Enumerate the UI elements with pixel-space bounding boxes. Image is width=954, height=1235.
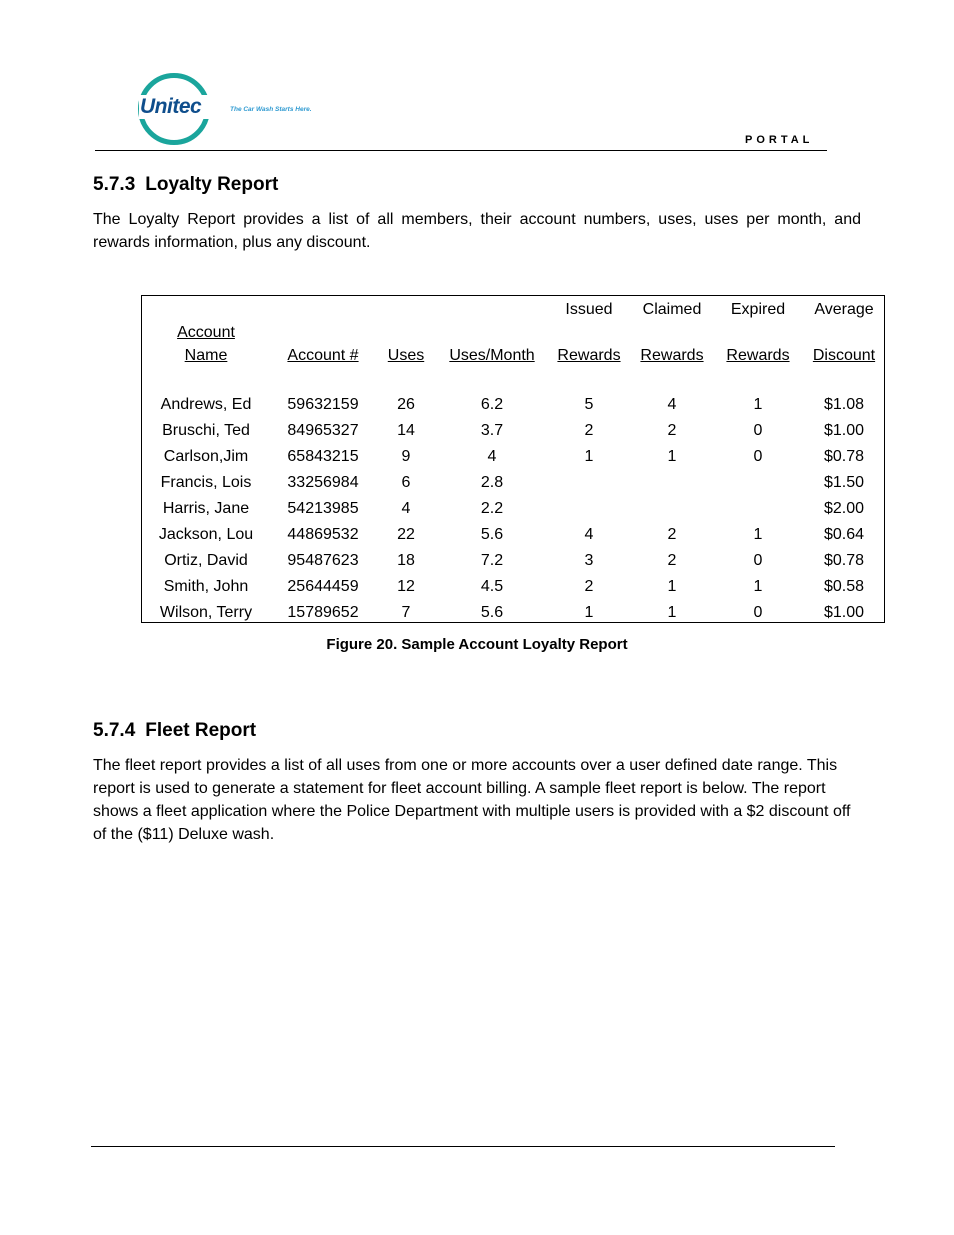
table-cell: 95487623 (287, 552, 359, 569)
table-cell: Harris, Jane (162, 500, 250, 517)
header-portal-label: PORTAL (745, 134, 814, 146)
table-cell: 59632159 (287, 396, 359, 413)
table-cell: 1 (667, 448, 677, 465)
table-header-account-name: Name (184, 347, 228, 364)
table-cell: 1 (753, 396, 763, 413)
table-cell: 4 (584, 526, 594, 543)
table-cell: 26 (397, 396, 415, 413)
section-heading-loyalty (93, 174, 278, 196)
table-cell: $1.00 (823, 604, 865, 621)
table-cell: 0 (753, 422, 763, 439)
table-header: Discount (812, 347, 876, 364)
table-cell: $0.58 (823, 578, 865, 595)
figure-caption: Figure 20. Sample Account Loyalty Report (326, 636, 628, 653)
footer-divider (91, 1146, 835, 1147)
table-cell: 5.6 (480, 526, 504, 543)
table-header: Rewards (726, 347, 790, 364)
table-cell: 18 (397, 552, 415, 569)
table-header-top: Average (814, 301, 874, 318)
section-title: Fleet Report (145, 720, 257, 741)
table-cell: 9 (401, 448, 411, 465)
table-cell: 4 (667, 396, 677, 413)
table-header: Uses (387, 347, 425, 364)
table-cell: 54213985 (287, 500, 359, 517)
table-cell: 65843215 (287, 448, 359, 465)
table-header-top: Issued (565, 301, 613, 318)
table-cell: 2 (667, 422, 677, 439)
header-divider (95, 150, 827, 151)
table-cell: Ortiz, David (164, 552, 248, 569)
table-cell: 2 (584, 422, 594, 439)
table-cell: 2.2 (480, 500, 504, 517)
table-cell: 4.5 (480, 578, 504, 595)
table-cell: 2 (667, 552, 677, 569)
table-cell: 84965327 (287, 422, 359, 439)
table-cell: Jackson, Lou (158, 526, 254, 543)
table-cell: 1 (584, 448, 594, 465)
table-cell: 14 (397, 422, 415, 439)
table-cell: Wilson, Terry (159, 604, 253, 621)
table-cell: 5 (584, 396, 594, 413)
table-cell: 3.7 (480, 422, 504, 439)
table-cell: $1.08 (823, 396, 865, 413)
table-cell: 6.2 (480, 396, 504, 413)
table-header-top: Expired (730, 301, 786, 318)
table-cell: 33256984 (287, 474, 359, 491)
table-cell: $0.78 (823, 448, 865, 465)
table-header: Rewards (557, 347, 621, 364)
table-cell: 1 (667, 604, 677, 621)
table-cell: Andrews, Ed (160, 396, 252, 413)
table-cell: 2 (667, 526, 677, 543)
table-cell: 44869532 (287, 526, 359, 543)
table-cell: 2 (584, 578, 594, 595)
table-cell: 1 (753, 578, 763, 595)
table-cell: 12 (397, 578, 415, 595)
section-number: 5.7.3 (93, 174, 136, 195)
table-cell: 7 (401, 604, 411, 621)
table-header: Account # (287, 347, 359, 364)
table-cell: 22 (397, 526, 415, 543)
table-cell: 0 (753, 552, 763, 569)
table-cell: Bruschi, Ted (162, 422, 250, 439)
table-header-account-name: Account (177, 324, 235, 341)
table-cell: $1.50 (823, 474, 865, 491)
table-cell: $0.78 (823, 552, 865, 569)
table-cell: $2.00 (823, 500, 865, 517)
table-cell: $0.64 (823, 526, 865, 543)
table-cell: 2.8 (480, 474, 504, 491)
table-cell: 25644459 (287, 578, 359, 595)
loyalty-report-table (141, 295, 885, 623)
section-title: Loyalty Report (145, 174, 279, 195)
section-heading-fleet (93, 720, 256, 742)
table-cell: 1 (753, 526, 763, 543)
table-header: Uses/Month (449, 347, 535, 364)
table-cell: 6 (401, 474, 411, 491)
section-number: 5.7.4 (93, 720, 136, 741)
loyalty-paragraph: The Loyalty Report provides a list of all members, their account numbers, uses, uses per month, and rewards information, plus any discount. (93, 211, 861, 251)
table-cell: 4 (487, 448, 497, 465)
table-cell: 1 (584, 604, 594, 621)
unitec-logo (138, 73, 328, 149)
table-cell: 7.2 (480, 552, 504, 569)
logo-tagline: The Car Wash Starts Here. (230, 106, 312, 113)
table-cell: 1 (667, 578, 677, 595)
table-cell: $1.00 (823, 422, 865, 439)
table-cell: 5.6 (480, 604, 504, 621)
fleet-paragraph: The fleet report provides a list of all uses from one or more accounts over a user defined date range. This report is used to generate a statement for fleet account billing. A sample fleet report is below. The report shows a fleet application where the Police Department with multiple users is provided with a $2 discount off of the ($11) Deluxe wash. (93, 757, 851, 843)
table-cell: Francis, Lois (160, 474, 252, 491)
table-header: Rewards (640, 347, 704, 364)
table-cell: 4 (401, 500, 411, 517)
table-cell: 0 (753, 604, 763, 621)
table-cell: 3 (584, 552, 594, 569)
table-cell: Carlson,Jim (163, 448, 249, 465)
table-cell: Smith, John (163, 578, 249, 595)
table-cell: 15789652 (287, 604, 359, 621)
table-header-top: Claimed (642, 301, 702, 318)
table-cell: 0 (753, 448, 763, 465)
logo-wordmark: Unitec (139, 95, 223, 119)
